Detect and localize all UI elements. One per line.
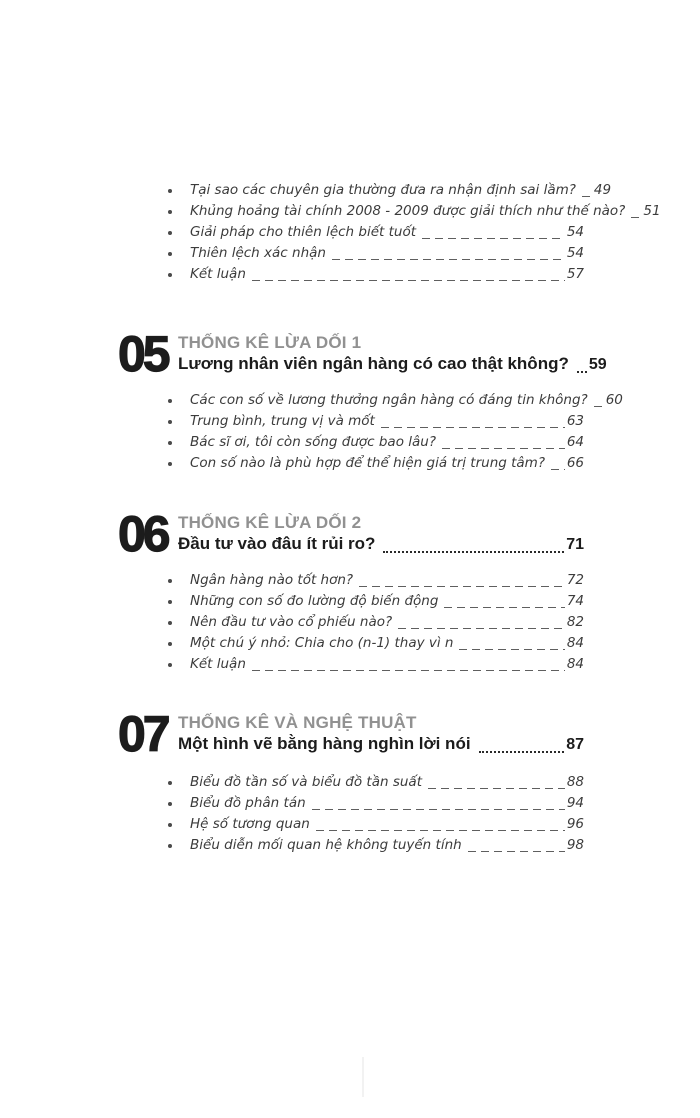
toc-entry xyxy=(118,180,612,201)
toc-entry-page: 98 xyxy=(566,837,584,853)
toc-entry-title: Bác sĩ ơi, tôi còn sống được bao lâu? xyxy=(190,434,436,450)
chapter-category: THỐNG KÊ VÀ NGHỆ THUẬT xyxy=(178,713,417,732)
toc-entry-page: 57 xyxy=(566,266,584,282)
toc-entry-page: 94 xyxy=(566,795,584,811)
toc-entry-page: 60 xyxy=(605,392,623,408)
bullet-icon xyxy=(168,663,172,667)
dash-leader xyxy=(398,628,565,629)
bullet-icon xyxy=(168,462,172,466)
dash-leader xyxy=(442,448,565,449)
page-crease xyxy=(362,1057,364,1097)
chapter-title-row xyxy=(178,533,584,556)
toc-entry xyxy=(118,432,584,453)
chapter-title: Lương nhân viên ngân hàng có cao thật không? xyxy=(178,354,569,373)
chapter-page: 87 xyxy=(566,736,584,753)
chapter-category: THỐNG KÊ LỪA DỐI 2 xyxy=(178,513,362,532)
dash-leader xyxy=(551,469,565,470)
toc-entry-title: Giải pháp cho thiên lệch biết tuốt xyxy=(190,224,417,240)
bullet-icon xyxy=(168,844,172,848)
toc-section-chapter-06 xyxy=(118,570,584,675)
toc-entry-page: 82 xyxy=(566,614,584,630)
dash-leader xyxy=(428,788,565,789)
toc-entry xyxy=(118,570,584,591)
toc-entry xyxy=(118,835,584,856)
bullet-icon xyxy=(168,802,172,806)
dash-leader xyxy=(459,649,564,650)
chapter-title-row xyxy=(178,353,607,376)
bullet-icon xyxy=(168,210,172,214)
toc-entry-page: 84 xyxy=(566,635,584,651)
toc-section-chapter-07 xyxy=(118,772,584,856)
bullet-icon xyxy=(168,823,172,827)
bullet-icon xyxy=(168,579,172,583)
toc-entry-title: Nên đầu tư vào cổ phiếu nào? xyxy=(190,614,393,630)
dash-leader xyxy=(252,670,565,671)
chapter-titles xyxy=(178,710,584,756)
chapter-page: 59 xyxy=(588,356,607,373)
toc-entry-title: Biểu diễn mối quan hệ không tuyến tính xyxy=(190,837,462,853)
dash-leader xyxy=(468,851,565,852)
bullet-icon xyxy=(168,231,172,235)
toc-entry xyxy=(118,633,584,654)
toc-entry xyxy=(118,772,584,793)
toc-entry-page: 72 xyxy=(566,572,584,588)
chapter-title: Một hình vẽ bằng hàng nghìn lời nói xyxy=(178,734,471,753)
toc-entry-page: 49 xyxy=(593,182,612,198)
toc-entry xyxy=(118,591,584,612)
bullet-icon xyxy=(168,642,172,646)
toc-entry-page: 96 xyxy=(566,816,584,832)
toc-entry-page: 66 xyxy=(566,455,584,471)
toc-entry-title: Một chú ý nhỏ: Chia cho (n-1) thay vì n xyxy=(190,635,454,651)
chapter-07-header xyxy=(118,706,584,762)
dot-leader xyxy=(383,551,564,553)
bullet-icon xyxy=(168,252,172,256)
dot-leader xyxy=(479,751,565,753)
toc-entry-title: Thiên lệch xác nhận xyxy=(190,245,326,261)
bullet-icon xyxy=(168,441,172,445)
toc-entry-title: Khủng hoảng tài chính 2008 - 2009 được giải thích như thế nào? xyxy=(190,203,626,219)
toc-entry-title: Kết luận xyxy=(190,656,246,672)
toc-entry xyxy=(118,793,584,814)
toc-entry-title: Kết luận xyxy=(190,266,246,282)
toc-entry-page: 63 xyxy=(566,413,584,429)
chapter-title: Đầu tư vào đâu ít rủi ro? xyxy=(178,534,376,553)
toc-entry-title: Trung bình, trung vị và mốt xyxy=(190,413,375,429)
toc-entry xyxy=(118,654,584,675)
chapter-number: 07 xyxy=(118,706,168,762)
toc-entry-title: Con số nào là phù hợp để thể hiện giá trị trung tâm? xyxy=(190,455,546,471)
toc-entry-title: Tại sao các chuyên gia thường đưa ra nhận định sai lầm? xyxy=(190,182,576,198)
dot-leader xyxy=(577,371,587,373)
toc-entry-title: Các con số về lương thưởng ngân hàng có đáng tin không? xyxy=(190,392,588,408)
bullet-icon xyxy=(168,189,172,193)
toc-entry-page: 88 xyxy=(566,774,584,790)
dash-leader xyxy=(312,809,565,810)
toc-entry-title: Biểu đồ tần số và biểu đồ tần suất xyxy=(190,774,422,790)
dash-leader xyxy=(359,586,565,587)
chapter-titles xyxy=(178,510,584,556)
dash-leader xyxy=(332,259,565,260)
toc-entry xyxy=(118,201,661,222)
toc-entry-page: 84 xyxy=(566,656,584,672)
toc-entry-page: 54 xyxy=(566,245,584,261)
toc-section-intro xyxy=(118,180,661,285)
toc-entry xyxy=(118,411,584,432)
chapter-number: 05 xyxy=(118,326,168,382)
chapter-number: 06 xyxy=(118,506,168,562)
chapter-title-row xyxy=(178,733,584,756)
dash-leader xyxy=(252,280,565,281)
toc-entry-page: 74 xyxy=(566,593,584,609)
bullet-icon xyxy=(168,420,172,424)
chapter-06-header xyxy=(118,506,584,562)
toc-entry xyxy=(118,222,584,243)
dash-leader xyxy=(594,406,604,407)
toc-entry xyxy=(118,814,584,835)
bullet-icon xyxy=(168,600,172,604)
toc-entry-title: Biểu đồ phân tán xyxy=(190,795,306,811)
bullet-icon xyxy=(168,273,172,277)
toc-entry xyxy=(118,453,584,474)
chapter-05-header xyxy=(118,326,607,382)
bullet-icon xyxy=(168,781,172,785)
toc-entry-title: Những con số đo lường độ biến động xyxy=(190,593,439,609)
toc-entry-title: Hệ số tương quan xyxy=(190,816,310,832)
toc-entry-page: 51 xyxy=(643,203,661,219)
bullet-icon xyxy=(168,399,172,403)
chapter-category: THỐNG KÊ LỪA DỐI 1 xyxy=(178,333,362,352)
dash-leader xyxy=(444,607,564,608)
dash-leader xyxy=(316,830,565,831)
bullet-icon xyxy=(168,621,172,625)
toc-section-chapter-05 xyxy=(118,390,623,474)
toc-entry xyxy=(118,612,584,633)
dash-leader xyxy=(381,427,565,428)
toc-entry-page: 54 xyxy=(566,224,584,240)
toc-entry xyxy=(118,390,623,411)
chapter-page: 71 xyxy=(566,536,584,553)
dash-leader xyxy=(631,217,641,218)
dash-leader xyxy=(422,238,565,239)
toc-entry xyxy=(118,264,584,285)
dash-leader xyxy=(582,196,592,197)
chapter-titles xyxy=(178,330,607,376)
toc-entry-page: 64 xyxy=(566,434,584,450)
toc-entry xyxy=(118,243,584,264)
toc-entry-title: Ngân hàng nào tốt hơn? xyxy=(190,572,354,588)
